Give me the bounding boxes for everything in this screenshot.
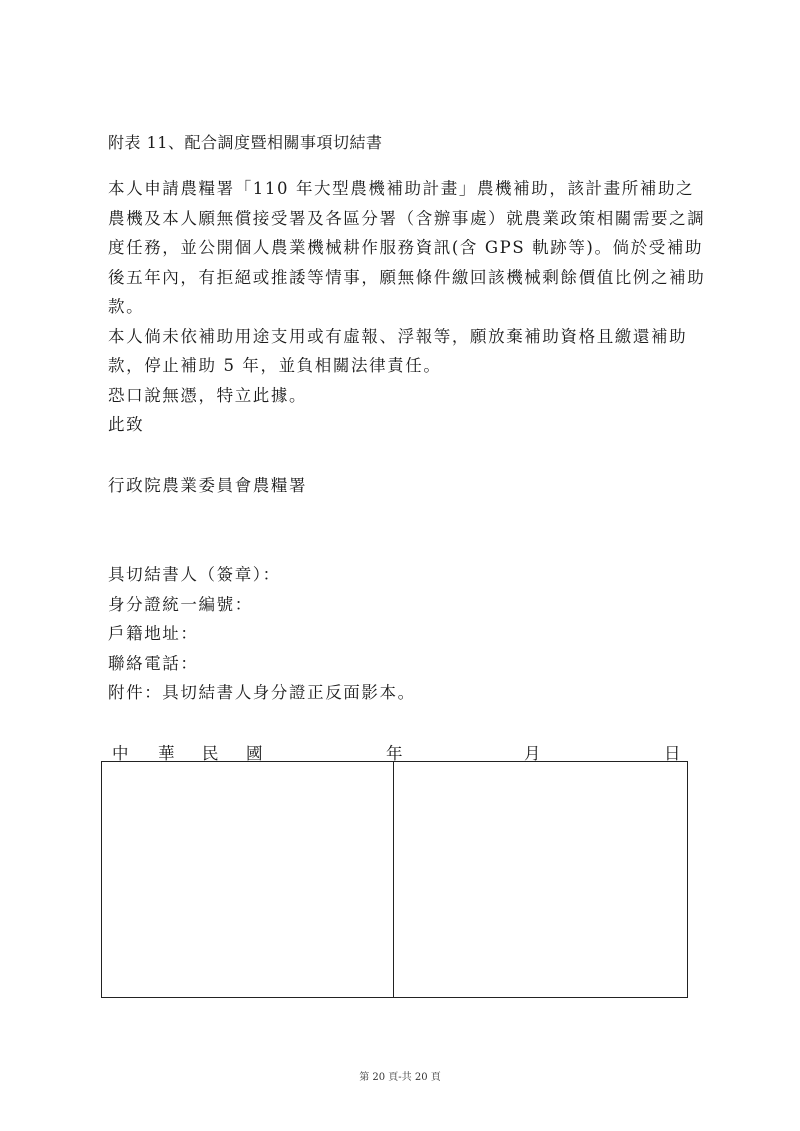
document-title: 附表 11、配合調度暨相關事項切結書 [108,133,383,152]
address-field: 戶籍地址： [108,624,199,643]
recipient-agency: 行政院農業委員會農糧署 [108,476,308,495]
id-card-box-divider [393,762,394,997]
paragraph-penalty: 本人倘未依補助用途支用或有虛報、浮報等，願放棄補助資格且繳還補助款，停止補助 5 年，並負相關法律責任。 [108,326,688,375]
date-char-4: 國 [246,744,263,763]
declaration-body [108,174,708,440]
date-month-label: 月 [524,744,541,763]
date-char-2: 華 [158,744,175,763]
paragraph-attestation: 恐口說無憑，特立此據。 [108,385,308,405]
signer-field: 具切結書人（簽章）： [108,565,281,584]
id-number-field: 身分證統一編號： [108,594,253,614]
phone-field: 聯絡電話： [108,653,199,673]
date-char-1: 中 [112,744,129,763]
date-year-label: 年 [386,744,403,763]
paragraph-salutation: 此致 [108,415,145,434]
date-char-3: 民 [202,744,219,763]
attachment-note: 附件：具切結書人身分證正反面影本。 [108,683,416,702]
date-day-label: 日 [664,744,681,763]
id-card-attachment-box [101,761,688,998]
paragraph-commitment: 本人申請農糧署「110 年大型農機補助計畫」農機補助，該計畫所補助之農機及本人願無償接受署及各區分署（含辦事處）就農業政策相關需要之調度任務，並公開個人農業機械耕作服務資訊(含 GPS 軌跡等)。倘於受補助後五年內，有拒絕或推諉等情事，願無條件繳回該機械剩餘價值比例之補助款。 [108,179,706,316]
page-footer: 第 20 頁-共 20 頁 [359,1072,441,1083]
date-line [112,740,684,762]
signer-fields [108,560,416,708]
